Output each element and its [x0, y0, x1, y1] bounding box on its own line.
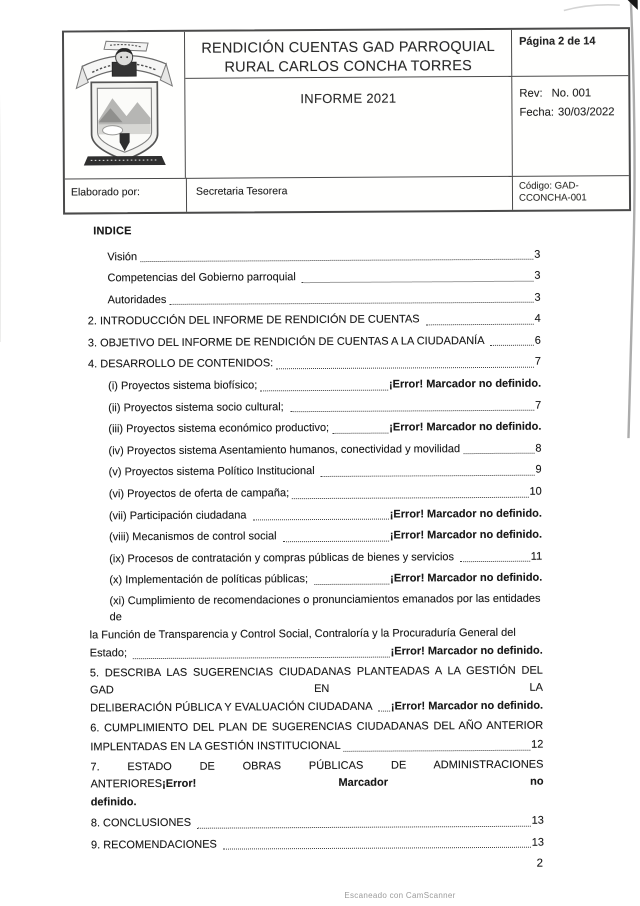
toc-item-text: (i) Proyectos sistema biofísico;	[108, 379, 258, 393]
toc-page-ref: 4	[534, 312, 541, 325]
toc-page-ref: 12	[531, 738, 544, 751]
toc-entry	[88, 331, 541, 352]
dot-leader	[292, 496, 528, 498]
dot-leader	[463, 453, 534, 454]
elaborated-by-value: Secretaria Tesorera	[186, 176, 512, 212]
dot-leader	[140, 259, 533, 262]
toc-entry	[88, 309, 541, 330]
toc-page-ref: ¡Error! Marcador no definido.	[390, 644, 543, 658]
dot-leader	[197, 826, 530, 829]
dot-leader	[490, 345, 534, 346]
toc-line	[89, 663, 546, 699]
toc-line	[89, 461, 542, 482]
toc-page-ref: 11	[530, 550, 543, 563]
toc-page-ref: 13	[531, 836, 544, 849]
parish-crest-logo	[74, 36, 175, 177]
toc-line	[88, 374, 541, 395]
toc-item-text: (viii) Mecanismos de control social	[109, 530, 280, 544]
toc-list	[87, 245, 544, 854]
toc-line	[91, 833, 544, 854]
toc-item-text: 4. DESARROLLO DE CONTENIDOS:	[87, 357, 274, 371]
toc-item-text: 6. CUMPLIMIENTO DEL PLAN DE SUGERENCIAS CIUDADANAS DEL AÑO ANTERIOR	[90, 719, 544, 735]
toc-line	[88, 309, 541, 330]
date-label: Fecha:	[519, 106, 555, 119]
revision-block	[511, 76, 629, 176]
toc-line	[89, 547, 542, 568]
toc-item-text: DELIBERACIÓN PÚBLICA Y EVALUACIÓN CIUDADANA	[90, 700, 376, 715]
toc-entry	[89, 569, 542, 590]
toc-line	[90, 757, 546, 793]
toc-item-text: 5. DESCRIBA LAS SUGERENCIAS CIUDADANAS PLANTEADAS A LA GESTIÓN DEL GAD EN LA	[89, 664, 546, 697]
document-title-line1: RENDICIÓN CUENTAS GAD PARROQUIAL	[201, 38, 495, 57]
elaborated-by-label: Elaborado por:	[65, 178, 186, 213]
toc-item-text: (vii) Participación ciudadana	[108, 509, 250, 522]
toc-item-text: (vi) Proyectos de oferta de campaña;	[108, 487, 290, 501]
toc-item-text: Visión	[107, 250, 138, 263]
revision-row	[519, 87, 621, 100]
toc-page-ref: ¡Error! Marcador no definido.	[389, 528, 543, 542]
dot-leader	[314, 583, 389, 584]
toc-item-text: la Función de Transparencia y Control Social, Contraloría y la Procuraduría General del	[89, 626, 516, 642]
toc-entry	[87, 245, 540, 266]
toc-line	[91, 812, 544, 833]
dot-leader	[260, 389, 388, 391]
toc-entry	[89, 663, 546, 717]
toc-page-ref: 6	[534, 334, 541, 347]
toc-line	[90, 641, 543, 662]
toc-page-ref: ¡Error! Marcador no definido.	[390, 572, 543, 585]
toc-line	[89, 504, 542, 525]
dot-leader	[290, 410, 534, 412]
revision-value: No. 001	[551, 87, 592, 100]
document-code: Código: GAD-CCONCHA-001	[512, 175, 629, 210]
toc-item-text: (iv) Proyectos sistema Asentamiento humanos, conectividad y movilidad	[108, 442, 461, 458]
toc-entry	[88, 353, 541, 374]
header-table	[62, 27, 631, 214]
toc-item-text: 9. RECOMENDACIONES	[90, 838, 220, 852]
toc-line	[89, 569, 542, 590]
document-title-line2: RURAL CARLOS CONCHA TORRES	[224, 57, 472, 76]
toc-line	[88, 417, 541, 438]
dot-leader	[253, 519, 389, 521]
dot-leader	[276, 367, 534, 370]
toc-line	[87, 245, 540, 266]
toc-entry	[89, 525, 542, 546]
toc-page-ref: ¡Error! Marcador no definido.	[389, 420, 542, 434]
toc-entry	[88, 374, 541, 395]
dot-leader	[378, 711, 390, 712]
date-row	[519, 106, 621, 119]
dot-leader	[321, 475, 535, 477]
toc-line	[88, 353, 541, 374]
toc-page-ref: 7	[535, 399, 542, 412]
toc-section	[87, 223, 544, 873]
dot-leader	[302, 280, 533, 282]
footer-page-number: 2	[536, 858, 544, 871]
dot-leader	[223, 847, 531, 850]
toc-item-text: (v) Proyectos sistema Político Institucional	[108, 465, 318, 479]
toc-line	[90, 735, 543, 756]
page-info: Página 2 de 14	[511, 29, 628, 77]
toc-entry	[91, 812, 544, 833]
toc-item-text: (iii) Proyectos sistema económico productivo;	[108, 422, 330, 436]
toc-item-text: 3. OBJETIVO DEL INFORME DE RENDICIÓN DE CUENTAS A LA CIUDADANÍA	[87, 334, 488, 350]
toc-page-ref: ¡Error! Marcador no definido.	[390, 699, 544, 713]
toc-entry	[87, 266, 540, 287]
toc-line	[90, 696, 543, 717]
toc-item-text: IMPLENTADAS EN LA GESTIÓN INSTITUCIONAL	[90, 740, 341, 754]
toc-entry	[88, 439, 541, 460]
toc-entry	[88, 396, 541, 417]
toc-line	[87, 266, 540, 287]
toc-page-ref: 3	[534, 291, 541, 304]
toc-entry	[91, 833, 544, 854]
toc-item-text: Estado;	[89, 647, 131, 660]
toc-heading: INDICE	[93, 225, 132, 238]
toc-item-text: (ix) Procesos de contratación y compras públicas de bienes y servicios	[109, 550, 458, 566]
toc-item-text: (xi) Cumplimiento de recomendaciones o pronunciamientos emanados por las entidades de	[109, 592, 544, 624]
toc-item-text: Competencias del Gobierno parroquial	[107, 271, 299, 285]
toc-entry	[89, 504, 542, 525]
toc-entry	[89, 590, 542, 662]
dot-leader	[344, 749, 530, 751]
toc-item-text: 7. ESTADO DE OBRAS PÚBLICAS DE ADMINISTRACIONES ANTERIORES	[90, 758, 546, 791]
dot-leader	[283, 540, 389, 542]
logo-cell	[64, 32, 186, 179]
toc-page-ref: 9	[535, 464, 542, 477]
toc-item-text: Autoridades	[107, 293, 167, 306]
toc-page-ref: ¡Error! Marcador no definido.	[389, 507, 542, 521]
toc-page-ref: ¡Error! Marcador no definido.	[388, 377, 542, 391]
dot-leader	[133, 656, 389, 659]
toc-page-ref: 3	[534, 269, 541, 282]
toc-entry	[89, 461, 542, 482]
revision-label: Rev:	[519, 87, 543, 100]
toc-line	[88, 396, 541, 417]
toc-line	[88, 288, 541, 309]
toc-item-text: 2. INTRODUCCIÓN DEL INFORME DE RENDICIÓN DE CUENTAS	[87, 313, 423, 328]
toc-entry	[90, 717, 543, 756]
toc-page-ref: 8	[535, 442, 542, 455]
toc-entry	[89, 547, 542, 568]
toc-item-text: (ii) Proyectos sistema socio cultural;	[108, 400, 287, 414]
toc-page-ref: ¡Error! Marcador no	[162, 775, 544, 790]
toc-line	[91, 790, 544, 811]
dot-leader	[460, 561, 530, 562]
document-title	[185, 30, 511, 79]
toc-item-text: (x) Implementación de políticas públicas;	[109, 573, 312, 587]
toc-line	[89, 525, 542, 546]
toc-line	[89, 482, 542, 503]
toc-page-ref: 13	[531, 815, 544, 828]
toc-page-ref: 10	[529, 485, 542, 498]
report-title: INFORME 2021	[300, 90, 397, 107]
toc-item-text: definido.	[90, 795, 137, 809]
toc-page-ref: 3	[534, 248, 541, 261]
toc-entry	[88, 417, 541, 438]
toc-page-ref: 7	[534, 356, 542, 369]
toc-entry	[90, 757, 546, 811]
toc-line	[90, 623, 543, 644]
toc-entry	[88, 288, 541, 309]
toc-item-text: 8. CONCLUSIONES	[90, 817, 195, 830]
toc-line	[88, 331, 541, 352]
toc-line	[88, 439, 541, 460]
toc-line	[89, 590, 542, 626]
camscanner-watermark: Escaneado con CamScanner	[344, 891, 456, 900]
dot-leader	[332, 432, 388, 433]
toc-entry	[89, 482, 542, 503]
date-value: 30/03/2022	[557, 106, 615, 119]
dot-leader	[426, 323, 534, 325]
dot-leader	[169, 302, 533, 305]
